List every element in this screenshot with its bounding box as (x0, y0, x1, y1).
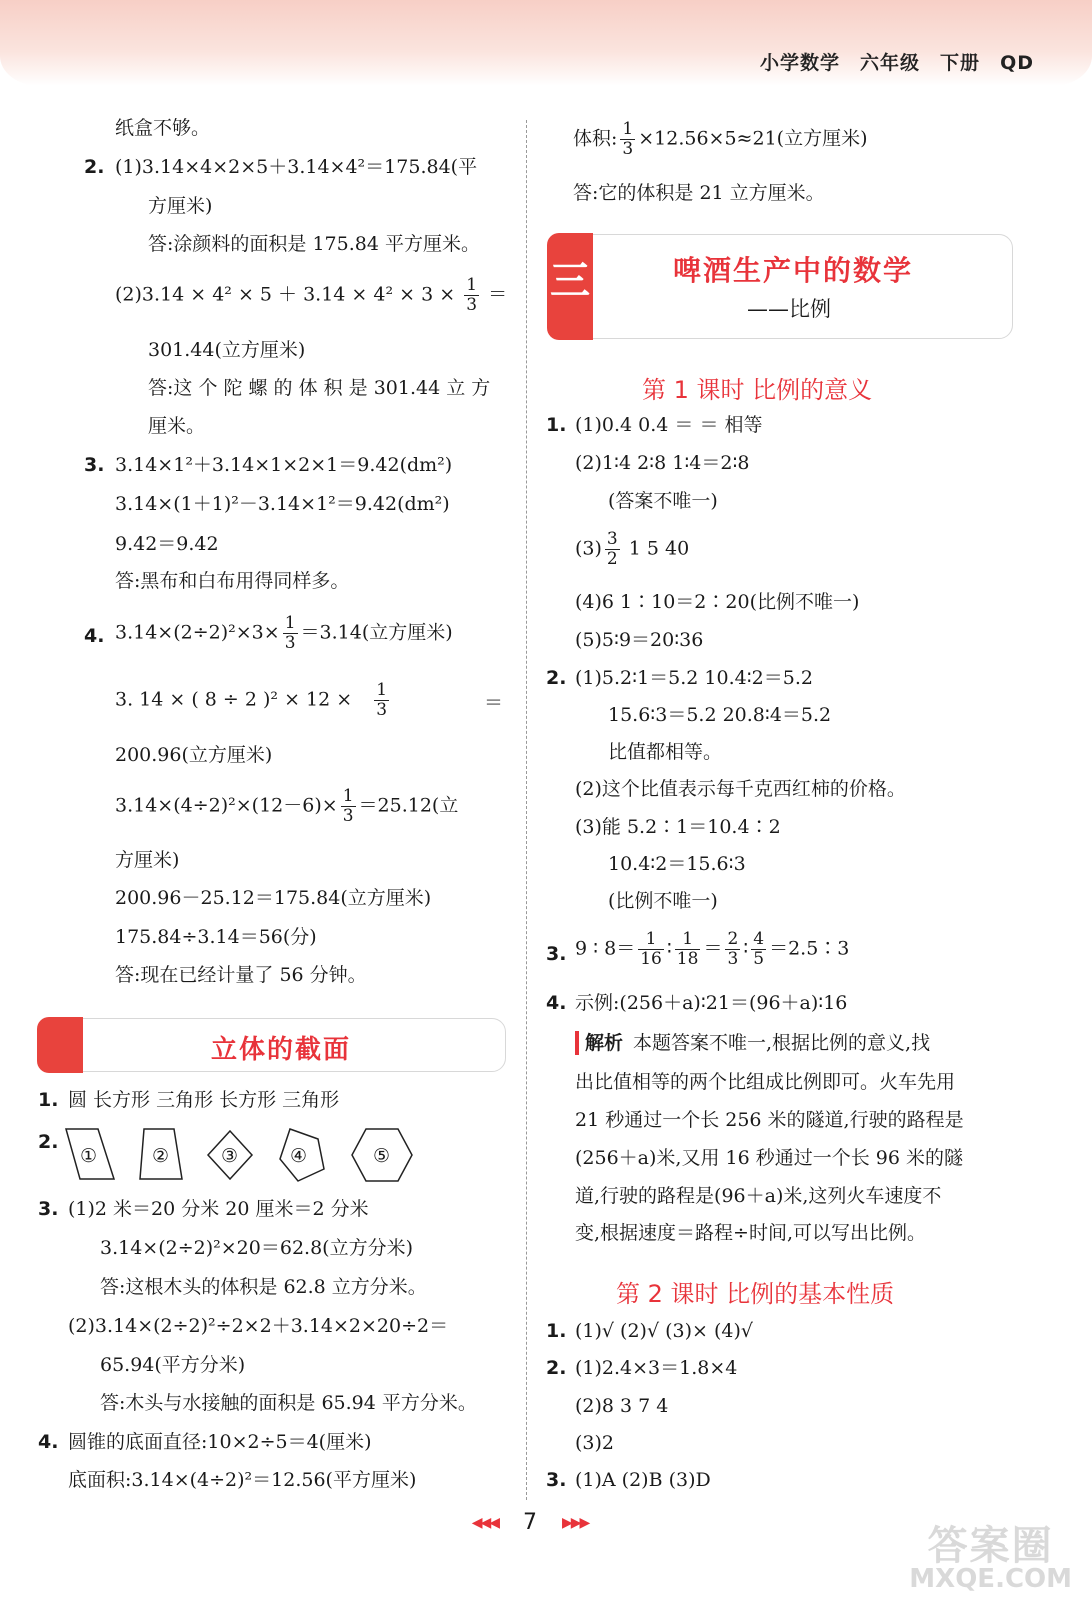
fraction: $\frac{1}{3}$ (622, 119, 634, 159)
question-number: 3. (546, 943, 567, 965)
analysis-line: 21 秒通过一个长 256 米的隧道,行驶的路程是 (575, 1109, 964, 1131)
watermark-logo: 答案圈 (927, 1523, 1054, 1569)
analysis-line: 道,行驶的路程是(96＋a)米,这列火车速度不 (575, 1185, 942, 1207)
text-line: (1)A (2)B (3)D (575, 1469, 711, 1491)
question-number: 2. (84, 156, 105, 178)
formula-line: (2)3.14×(2÷2)²÷2×2＋3.14×2×20÷2＝ (68, 1315, 449, 1337)
question-number: 4. (38, 1431, 59, 1453)
unit-title: 啤酒生产中的数学 (673, 254, 914, 287)
analysis-line: (256＋a)米,又用 16 秒通过一个长 96 米的隧 (575, 1147, 963, 1169)
grade: 六年级 (860, 52, 921, 74)
text-line: (1)3.14×4×2×5＋3.14×4²＝175.84(平 (115, 156, 478, 178)
section-title: 立体的截面 (211, 1035, 352, 1065)
answer-line: 答:这 个 陀 螺 的 体 积 是 301.44 立 方 (148, 377, 491, 399)
text-line: 圆 长方形 三角形 长方形 三角形 (68, 1089, 340, 1111)
shape-label: ① (80, 1145, 98, 1167)
answer-line: 答:涂颜料的面积是 175.84 平方厘米。 (148, 233, 480, 255)
lesson-title: 第 1 课时 比例的意义 (642, 376, 873, 404)
text-line: 方厘米) (115, 849, 180, 871)
watermark-url: MXQE.COM (909, 1564, 1072, 1594)
answer-line: 答:这根木头的体积是 62.8 立方分米。 (100, 1276, 427, 1298)
book-info (740, 48, 1034, 75)
text-line: (比例不唯一) (608, 890, 718, 912)
answer-line: 答:现在已经计量了 56 分钟。 (115, 964, 367, 986)
analysis-line: 变,根据速度＝路程÷时间,可以写出比例。 (575, 1222, 927, 1244)
page-number: 7 (523, 1510, 537, 1535)
formula-line: (2)3.14 × 4² × 5 ＋ 3.14 × 4² × 3 × $\frac{1}{3}$ ＝ (115, 275, 508, 315)
fraction: $\frac{2}{3}$ (727, 929, 739, 969)
edition: QD (1000, 52, 1034, 74)
question-number: 1. (38, 1089, 59, 1111)
column-divider (526, 120, 527, 1500)
answer-line: 答:黑布和白布用得同样多。 (115, 570, 350, 592)
question-number: 2. (546, 1357, 567, 1379)
question-number: 1. (546, 1320, 567, 1342)
formula-line: 体积: $\frac{1}{3}$ ×12.56×5≈21(立方厘米) (573, 119, 868, 159)
text-line: (2)8 3 7 4 (575, 1395, 669, 1417)
text-line: 比值都相等。 (608, 741, 723, 763)
formula-line: 9.42＝9.42 (115, 533, 219, 555)
question-number: 3. (38, 1198, 59, 1220)
text-line: 65.94(平方分米) (100, 1354, 246, 1376)
text-line: (1)√ (2)√ (3)× (4)√ (575, 1320, 754, 1342)
fraction: $\frac{1}{18}$ (676, 929, 699, 969)
fraction: $\frac{1}{3}$ (466, 275, 478, 315)
cross-section-shapes (62, 1125, 422, 1185)
fraction: $\frac{1}{16}$ (640, 929, 662, 969)
formula-line: 3. 14 × ( 8 ÷ 2 )² × 12 × $\frac{1}{3}$ ＝ (115, 680, 503, 720)
question-number: 2. (38, 1131, 59, 1153)
formula-line: 3.14×(2÷2)²×20＝62.8(立方分米) (100, 1237, 413, 1259)
formula-line: 3.14×1²＋3.14×1×2×1＝9.42(dm²) (115, 454, 453, 476)
question-number: 3. (84, 454, 105, 476)
text-line: (3) $\frac{3}{2}$ 1 5 40 (575, 529, 690, 569)
right-arrows-icon: ▶▶▶ (562, 1515, 589, 1531)
shape-label: ④ (290, 1145, 308, 1167)
text-line: 方厘米) (148, 195, 213, 217)
analysis-label: 解析 (575, 1031, 623, 1055)
answer-line: 答:它的体积是 21 立方厘米。 (573, 182, 825, 204)
fraction: $\frac{1}{3}$ (342, 786, 354, 826)
formula-line: 200.96－25.12＝175.84(立方厘米) (115, 887, 432, 909)
fraction: $\frac{4}{5}$ (753, 929, 765, 969)
question-number: 3. (546, 1469, 567, 1491)
text-line: (1)0.4 0.4 ＝ ＝ 相等 (575, 414, 763, 436)
question-number: 1. (546, 414, 567, 436)
text-line: 200.96(立方厘米) (115, 744, 273, 766)
analysis-line: 解析 本题答案不唯一,根据比例的意义,找 (575, 1031, 930, 1055)
text-line: 示例:(256＋a)∶21＝(96＋a)∶16 (575, 992, 848, 1014)
shape-label: ③ (221, 1145, 239, 1167)
section-banner (38, 1018, 506, 1072)
formula-line: 3.14×(4÷2)²×(12－6)× $\frac{1}{3}$ ＝25.12(立 (115, 786, 459, 826)
shape-label: ② (152, 1145, 170, 1167)
text-line: (3)能 5.2∶1＝10.4∶2 (575, 816, 781, 838)
text-line: (5)5∶9＝20∶36 (575, 629, 704, 651)
formula-line: 9 ∶ 8＝ $\frac{1}{16}$ ∶ $\frac{1}{18}$ ＝ $\frac{2}{3}$ ∶ $\frac{4}{5}$ ＝2.5∶3 (575, 929, 850, 969)
unit-number: 三 (547, 233, 593, 340)
answer-line: 答:木头与水接触的面积是 65.94 平方分米。 (100, 1392, 477, 1414)
formula-line: 3.14×(2÷2)²×3× $\frac{1}{3}$ ＝3.14(立方厘米) (115, 613, 453, 653)
lesson-title: 第 2 课时 比例的基本性质 (616, 1280, 895, 1308)
analysis-line: 出比值相等的两个比组成比例即可。火车先用 (575, 1071, 956, 1093)
text-line: 10.4∶2＝15.6∶3 (608, 853, 746, 875)
text-line: 底面积:3.14×(4÷2)²＝12.56(平方厘米) (68, 1469, 417, 1491)
answer-line: 厘米。 (148, 415, 206, 437)
fraction: $\frac{3}{2}$ (606, 529, 618, 569)
page-footer (440, 1510, 620, 1535)
text-line: 圆锥的底面直径:10×2÷5＝4(厘米) (68, 1431, 372, 1453)
text-line: (答案不唯一) (608, 490, 718, 512)
text-line: (2)1∶4 2∶8 1∶4＝2∶8 (575, 452, 750, 474)
volume: 下册 (940, 52, 981, 74)
fraction: $\frac{1}{3}$ (376, 680, 388, 720)
text-line: (2)这个比值表示每千克西红柿的价格。 (575, 778, 906, 800)
text-line: (4)6 1∶10＝2∶20(比例不唯一) (575, 591, 860, 613)
text-line: (1)2.4×3＝1.8×4 (575, 1357, 738, 1379)
shape-label: ⑤ (373, 1145, 391, 1167)
text-line: (1)2 米＝20 分米 20 厘米＝2 分米 (68, 1198, 369, 1220)
left-arrows-icon: ◀◀◀ (471, 1515, 498, 1531)
text-line: (3)2 (575, 1432, 615, 1454)
text-line: 15.6∶3＝5.2 20.8∶4＝5.2 (608, 704, 832, 726)
watermark (909, 1523, 1072, 1594)
subject: 小学数学 (760, 52, 841, 74)
formula-line: 175.84÷3.14＝56(分) (115, 926, 317, 948)
question-number: 4. (546, 992, 567, 1014)
unit-subtitle: ——比例 (747, 297, 831, 321)
text-line: 301.44(立方厘米) (148, 339, 306, 361)
formula-line: 3.14×(1＋1)²－3.14×1²＝9.42(dm²) (115, 493, 450, 515)
question-number: 2. (546, 667, 567, 689)
text-line: 纸盒不够。 (115, 117, 211, 139)
banner-accent (37, 1017, 83, 1073)
question-number: 4. (84, 625, 105, 647)
text-line: (1)5.2∶1＝5.2 10.4∶2＝5.2 (575, 667, 813, 689)
unit-banner (548, 234, 1013, 339)
fraction: $\frac{1}{3}$ (284, 613, 296, 653)
